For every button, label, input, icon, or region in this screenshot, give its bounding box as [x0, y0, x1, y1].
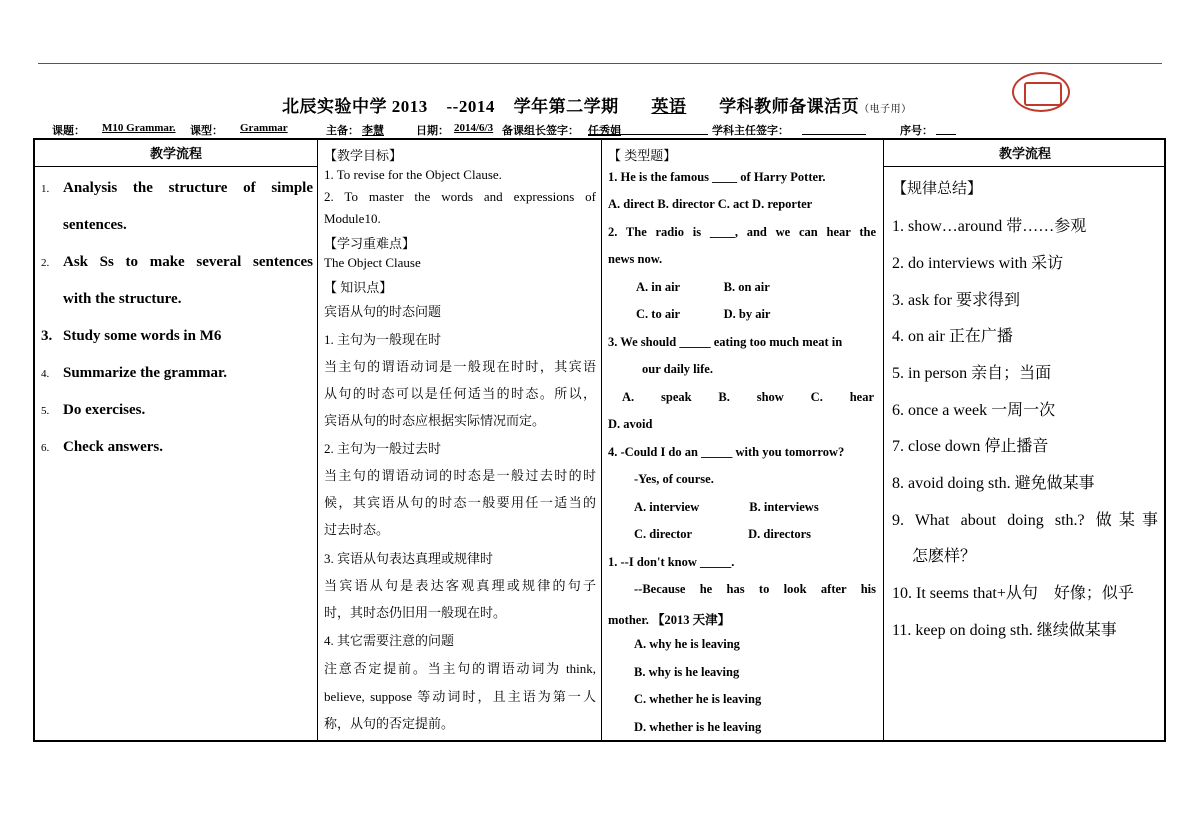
question-line: mother. 【2013 天津】	[608, 613, 731, 627]
summary-item: 4. on air 正在广播	[892, 328, 1013, 345]
list-item	[41, 244, 313, 282]
serial-line	[936, 122, 956, 135]
summary-item: 3. ask for 要求得到	[892, 292, 1020, 309]
summary-item: 1. show…around 带……参观	[892, 218, 1087, 235]
list-item	[41, 429, 313, 467]
director-signature-line	[802, 122, 866, 135]
text-line: 当主句的谓语动词的时态是一般过去时的时	[324, 468, 596, 483]
title-edition: （电子用）	[859, 104, 912, 115]
list-item	[41, 392, 313, 430]
text-line: The Object Clause	[324, 255, 421, 270]
summary-item: 10. It seems that+从句 好像；似乎	[892, 585, 1134, 602]
col-teaching-process	[35, 140, 317, 740]
serial-label: 序号：	[900, 125, 933, 137]
item-text: Do exercises.	[63, 402, 146, 418]
option-line: A. in air B. on air	[636, 280, 770, 294]
answer-line: --Because he has to look after his	[634, 582, 876, 596]
text-line: Module10.	[324, 211, 381, 226]
title-term: 学年第二学期	[513, 97, 619, 116]
list-item-cont	[41, 207, 313, 244]
option-line: B. why is he leaving	[634, 665, 740, 679]
item-number: 1.	[41, 183, 50, 195]
col-summary	[884, 140, 1166, 740]
summary-title: 【规律总结】	[892, 181, 983, 197]
date-label: 日期：	[416, 125, 449, 137]
col-objectives	[318, 140, 601, 740]
option-line: D. avoid	[608, 417, 653, 431]
summary-item: 9. What about doing sth.? 做某事	[892, 512, 1158, 529]
author-value: 李慧	[362, 125, 384, 137]
text-line: 候，其宾语从句的时态一般要用任一适当的	[324, 495, 596, 510]
leader-signature-line	[588, 122, 708, 135]
leader-label: 备课组长签字：	[502, 125, 579, 137]
director-label: 学科主任签字：	[712, 125, 789, 137]
option-line: A. direct B. director C. act D. reporter	[608, 197, 813, 211]
text-line: 1. To revise for the Object Clause.	[324, 167, 502, 182]
knowledge-heading: 【 知识点】	[324, 280, 393, 295]
summary-item: 5. in person 亲自；当面	[892, 365, 1052, 382]
col1-header: 教学流程	[149, 146, 202, 161]
item-text: Study some words in M6	[63, 328, 222, 344]
objectives-heading: 【教学目标】	[324, 148, 403, 163]
item-number: 3.	[41, 328, 53, 344]
text-line: 4. 其它需要注意的问题	[324, 633, 455, 648]
page-title	[282, 92, 912, 117]
summary-item: 7. close down 停止播音	[892, 438, 1049, 455]
keypoints-heading: 【学习重难点】	[324, 236, 416, 251]
title-year-end: --2014	[446, 97, 495, 116]
question-line: 2. The radio is ____, and we can hear the	[608, 225, 876, 239]
summary-item: 2. do interviews with 采访	[892, 255, 1064, 272]
text-line: 2. 主句为一般过去时	[324, 441, 442, 456]
school-seal	[1012, 72, 1070, 112]
question-line: 1. He is the famous ____ of Harry Potter.	[608, 170, 826, 184]
option-line: A. why he is leaving	[634, 637, 740, 651]
text-line: 3. 宾语从句表达真理或规律时	[324, 551, 494, 566]
col4-header: 教学流程	[998, 146, 1051, 161]
summary-item: 6. once a week 一周一次	[892, 402, 1056, 419]
summary-item: 8. avoid doing sth. 避免做某事	[892, 475, 1095, 492]
topic-label: 课题：	[52, 125, 85, 137]
item-number: 2.	[41, 257, 50, 269]
text-line: 过去时态。	[324, 522, 390, 537]
text-line: 1. 主句为一般现在时	[324, 332, 442, 347]
text-line: 当主句的谓语动词是一般现在时时，其宾语	[324, 359, 596, 374]
summary-item: 11. keep on doing sth. 继续做某事	[892, 622, 1117, 639]
leader-value: 任秀娟	[588, 125, 621, 137]
question-line: our daily life.	[642, 362, 713, 376]
text-line: 称，从句的否定提前。	[324, 716, 455, 731]
text-line: 宾语从句的时态问题	[324, 304, 442, 319]
question-line: 1. --I don't know _____.	[608, 555, 735, 569]
question-line: 4. -Could I do an _____ with you tomorrow?	[608, 445, 845, 459]
option-line: C. director D. directors	[634, 527, 812, 541]
question-line: 3. We should _____ eating too much meat in	[608, 335, 843, 349]
list-item	[41, 170, 313, 208]
summary-item-cont: 怎麽样？	[912, 548, 977, 565]
option-line: A. speak B. show C. hear	[622, 390, 874, 404]
lesson-table	[33, 138, 1166, 742]
item-number: 4.	[41, 368, 50, 380]
type-label: 课型：	[190, 125, 223, 137]
title-subject: 英语	[651, 97, 687, 116]
option-line: C. to air D. by air	[636, 307, 771, 321]
list-item	[41, 355, 313, 393]
text-line: 从句的时态可以是任何适当的时态。所以，	[324, 386, 596, 401]
item-text: sentences.	[63, 217, 127, 233]
text-line: 注意否定提前。当主句的谓语动词为 think,	[324, 661, 596, 676]
col-exercises	[602, 140, 883, 740]
item-text: Analysis the structure of simple	[63, 180, 313, 196]
list-item	[41, 318, 313, 355]
exercises-heading: 【 类型题】	[608, 148, 677, 163]
item-text: Summarize the grammar.	[63, 365, 227, 381]
option-line: C. whether he is leaving	[634, 692, 762, 706]
text-line: 2. To master the words and expressions of	[324, 189, 596, 204]
question-line: news now.	[608, 252, 663, 266]
date-value: 2014/6/3	[454, 122, 494, 134]
title-school: 北辰实验中学 2013	[282, 97, 428, 116]
topic-value: M10 Grammar.	[102, 122, 176, 134]
option-line: A. interview B. interviews	[634, 500, 819, 514]
seal-frame	[1024, 82, 1062, 106]
item-text: Check answers.	[63, 439, 163, 455]
answer-line: -Yes, of course.	[634, 472, 714, 486]
list-item-cont	[41, 281, 313, 318]
item-text: with the structure.	[63, 291, 182, 307]
text-line: believe, suppose 等动词时，且主语为第一人	[324, 689, 596, 704]
item-number: 6.	[41, 442, 50, 454]
text-line: 时，其时态仍旧用一般现在时。	[324, 605, 507, 620]
item-text: Ask Ss to make several sentences	[63, 254, 313, 270]
type-value: Grammar	[240, 122, 288, 134]
text-line: 宾语从句的时态应根据实际情况而定。	[324, 413, 546, 428]
title-page-name: 学科教师备课活页	[719, 97, 860, 116]
option-line: D. whether is he leaving	[634, 720, 762, 734]
item-number: 5.	[41, 405, 50, 417]
author-label: 主备：	[326, 125, 359, 137]
text-line: 当宾语从句是表达客观真理或规律的句子	[324, 578, 596, 593]
top-rule	[38, 63, 1162, 64]
